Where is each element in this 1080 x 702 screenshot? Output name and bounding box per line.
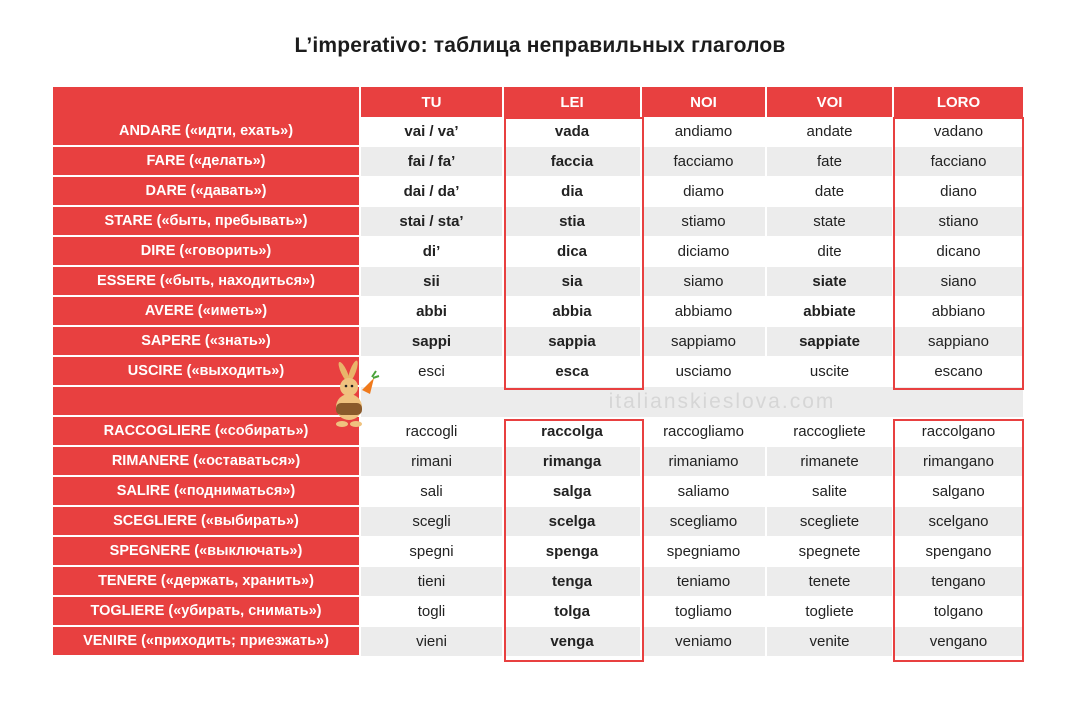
group-g-irregulars: [53, 417, 1023, 657]
separator-verb-cell: [53, 387, 361, 417]
header-tu: TU: [361, 87, 504, 117]
form-voi: dite: [767, 237, 894, 267]
form-loro: vengano: [894, 627, 1023, 657]
verb-label: RACCOGLIERE («собирать»): [53, 417, 361, 447]
form-loro: spengano: [894, 537, 1023, 567]
table-row: [53, 417, 1023, 447]
verb-label: FARE («делать»): [53, 147, 361, 177]
verb-label: SPEGNERE («выключать»): [53, 537, 361, 567]
form-noi: togliamo: [642, 597, 767, 627]
table-row: [53, 237, 1023, 267]
table-row: [53, 477, 1023, 507]
form-tu: di’: [361, 237, 504, 267]
form-lei: sappia: [504, 327, 642, 357]
form-noi: veniamo: [642, 627, 767, 657]
verb-label: USCIRE («выходить»): [53, 357, 361, 387]
form-noi: spegniamo: [642, 537, 767, 567]
form-loro: scelgano: [894, 507, 1023, 537]
form-loro: tolgano: [894, 597, 1023, 627]
form-noi: usciamo: [642, 357, 767, 387]
verb-label: DIRE («говорить»): [53, 237, 361, 267]
verb-table: [53, 87, 1023, 657]
form-tu: abbi: [361, 297, 504, 327]
form-loro: raccolgano: [894, 417, 1023, 447]
header-lei: LEI: [504, 87, 642, 117]
page-title: L’imperativo: таблица неправильных глаголов: [294, 34, 786, 57]
form-noi: sappiamo: [642, 327, 767, 357]
form-tu: togli: [361, 597, 504, 627]
form-noi: diciamo: [642, 237, 767, 267]
form-lei: scelga: [504, 507, 642, 537]
form-loro: diano: [894, 177, 1023, 207]
separator-row: [53, 387, 1023, 417]
form-lei: raccolga: [504, 417, 642, 447]
verb-label: DARE («давать»): [53, 177, 361, 207]
form-lei: venga: [504, 627, 642, 657]
form-lei: esca: [504, 357, 642, 387]
form-voi: spegnete: [767, 537, 894, 567]
form-tu: sii: [361, 267, 504, 297]
form-noi: stiamo: [642, 207, 767, 237]
verb-label: SAPERE («знать»): [53, 327, 361, 357]
form-lei: vada: [504, 117, 642, 147]
form-tu: vieni: [361, 627, 504, 657]
form-noi: siamo: [642, 267, 767, 297]
form-tu: raccogli: [361, 417, 504, 447]
table-row: [53, 297, 1023, 327]
form-tu: dai / da’: [361, 177, 504, 207]
form-tu: sappi: [361, 327, 504, 357]
verb-label: ESSERE («быть, находиться»): [53, 267, 361, 297]
table-row: [53, 447, 1023, 477]
table-row: [53, 327, 1023, 357]
header-loro: LORO: [894, 87, 1023, 117]
verb-label: AVERE («иметь»): [53, 297, 361, 327]
form-noi: facciamo: [642, 147, 767, 177]
table-row: [53, 357, 1023, 387]
form-voi: abbiate: [767, 297, 894, 327]
form-loro: sappiano: [894, 327, 1023, 357]
form-lei: faccia: [504, 147, 642, 177]
form-voi: raccogliete: [767, 417, 894, 447]
form-tu: scegli: [361, 507, 504, 537]
verb-label: STARE («быть, пребывать»): [53, 207, 361, 237]
form-voi: uscite: [767, 357, 894, 387]
table-row: [53, 207, 1023, 237]
form-loro: rimangano: [894, 447, 1023, 477]
table-row: [53, 267, 1023, 297]
form-noi: diamo: [642, 177, 767, 207]
form-lei: spenga: [504, 537, 642, 567]
form-lei: dica: [504, 237, 642, 267]
form-noi: scegliamo: [642, 507, 767, 537]
form-tu: fai / fa’: [361, 147, 504, 177]
form-voi: andate: [767, 117, 894, 147]
form-tu: spegni: [361, 537, 504, 567]
form-voi: salite: [767, 477, 894, 507]
group-regular-irregulars: [53, 117, 1023, 387]
table-row: [53, 177, 1023, 207]
separator-band: [361, 387, 1023, 417]
form-voi: siate: [767, 267, 894, 297]
form-lei: abbia: [504, 297, 642, 327]
table-row: [53, 117, 1023, 147]
form-voi: togliete: [767, 597, 894, 627]
form-tu: rimani: [361, 447, 504, 477]
form-loro: stiano: [894, 207, 1023, 237]
form-voi: date: [767, 177, 894, 207]
table-row: [53, 627, 1023, 657]
form-tu: tieni: [361, 567, 504, 597]
rabbit-with-carrot-icon: [322, 360, 382, 430]
form-loro: siano: [894, 267, 1023, 297]
form-voi: state: [767, 207, 894, 237]
header-noi: NOI: [642, 87, 767, 117]
form-noi: teniamo: [642, 567, 767, 597]
watermark: italianskieslova.com: [608, 390, 836, 413]
form-lei: stia: [504, 207, 642, 237]
verb-label: SALIRE («подниматься»): [53, 477, 361, 507]
form-voi: tenete: [767, 567, 894, 597]
form-lei: tenga: [504, 567, 642, 597]
table-row: [53, 507, 1023, 537]
verb-label: TENERE («держать, хранить»): [53, 567, 361, 597]
form-lei: tolga: [504, 597, 642, 627]
form-noi: saliamo: [642, 477, 767, 507]
form-tu: sali: [361, 477, 504, 507]
form-loro: salgano: [894, 477, 1023, 507]
table-row: [53, 597, 1023, 627]
table-row: [53, 567, 1023, 597]
form-tu: esci: [361, 357, 504, 387]
form-voi: sappiate: [767, 327, 894, 357]
header-voi: VOI: [767, 87, 894, 117]
form-loro: tengano: [894, 567, 1023, 597]
form-noi: rimaniamo: [642, 447, 767, 477]
header-corner: [53, 87, 361, 117]
form-loro: abbiano: [894, 297, 1023, 327]
form-voi: venite: [767, 627, 894, 657]
verb-label: RIMANERE («оставаться»): [53, 447, 361, 477]
form-voi: scegliete: [767, 507, 894, 537]
form-lei: dia: [504, 177, 642, 207]
verb-label: SCEGLIERE («выбирать»): [53, 507, 361, 537]
form-loro: vadano: [894, 117, 1023, 147]
table-row: [53, 147, 1023, 177]
form-lei: sia: [504, 267, 642, 297]
form-noi: andiamo: [642, 117, 767, 147]
verb-label: ANDARE («идти, ехать»): [53, 117, 361, 147]
form-noi: raccogliamo: [642, 417, 767, 447]
form-voi: fate: [767, 147, 894, 177]
form-loro: escano: [894, 357, 1023, 387]
verb-label: VENIRE («приходить; приезжать»): [53, 627, 361, 657]
form-noi: abbiamo: [642, 297, 767, 327]
table-row: [53, 537, 1023, 567]
form-lei: rimanga: [504, 447, 642, 477]
form-tu: vai / va’: [361, 117, 504, 147]
table-header-row: [53, 87, 1023, 117]
form-loro: dicano: [894, 237, 1023, 267]
form-loro: facciano: [894, 147, 1023, 177]
verb-label: TOGLIERE («убирать, снимать»): [53, 597, 361, 627]
form-tu: stai / sta’: [361, 207, 504, 237]
form-voi: rimanete: [767, 447, 894, 477]
form-lei: salga: [504, 477, 642, 507]
